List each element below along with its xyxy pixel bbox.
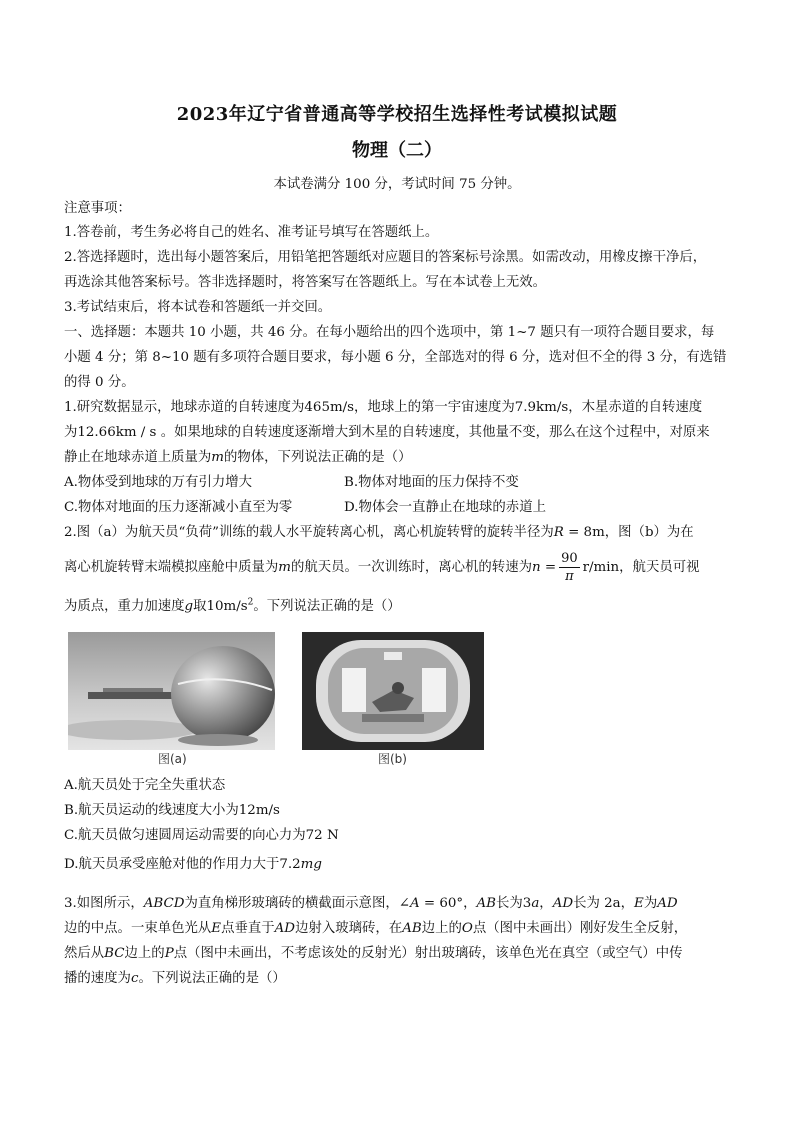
- rotation-speed-fraction: $\frac{90}{\pi}$: [561, 551, 578, 584]
- q2-stem: 为质点，重力加速度g取$10m/s^2$。下列说法正确的是（）: [64, 597, 401, 614]
- q2-option-c: C.航天员做匀速圆周运动需要的向心力为72 N: [64, 828, 339, 843]
- q2-stem: 离心机旋转臂末端模拟座舱中质量为m的航天员。一次训练时，离心机的转速为n = $\frac{90}{\pi}$ r/min，航天员可视: [64, 551, 700, 584]
- figure-b-cabin: [302, 632, 484, 766]
- figure-b-caption: 图(b): [378, 752, 407, 766]
- exam-info: 本试卷满分 100 分，考试时间 75 分钟。: [273, 177, 521, 192]
- cabin-photo: [302, 632, 484, 750]
- q3-stem: 然后从BC边上的P点（图中未画出，不考虑该处的反射光）射出玻璃砖，该单色光在真空（或空气）中传: [64, 946, 683, 961]
- note-item: 2.答选择题时，选出每小题答案后，用铅笔把答题纸对应题目的答案标号涂黑。如需改动，用橡皮擦干净后，: [64, 250, 707, 265]
- q1-stem: 静止在地球赤道上质量为m的物体，下列说法正确的是（）: [64, 450, 412, 465]
- q1-option-d: D.物体会一直静止在地球的赤道上: [344, 500, 546, 515]
- q1-option-b: B.物体对地面的压力保持不变: [344, 475, 519, 490]
- q1-stem: 为12.66km / s 。如果地球的自转速度逐渐增大到木星的自转速度，其他量不变，那么在这个过程中，对原来: [64, 425, 710, 440]
- q2-stem: 2.图（a）为航天员“负荷”训练的载人水平旋转离心机，离心机旋转臂的旋转半径为R = 8m，图（b）为在: [64, 525, 694, 540]
- q2-option-d: D.航天员承受座舱对他的作用力大于7.2mg: [64, 857, 322, 872]
- q3-stem: 3.如图所示，ABCD为直角梯形玻璃砖的横截面示意图，∠A = 60°，AB长为3a，AD长为 2a，E为AD: [64, 896, 678, 911]
- q1-option-a: A.物体受到地球的万有引力增大: [64, 475, 253, 490]
- figure-a-centrifuge: [68, 632, 275, 766]
- page-title: 2023年辽宁省普通高等学校招生选择性考试模拟试题: [176, 104, 618, 125]
- q3-stem: 边的中点。一束单色光从E点垂直于AD边射入玻璃砖，在AB边上的O点（图中未画出）刚好发生全反射，: [64, 921, 688, 936]
- centrifuge-photo: [68, 632, 275, 750]
- section-instructions: 一、选择题：本题共 10 小题，共 46 分。在每小题给出的四个选项中，第 1~7 题只有一项符合题目要求，每: [64, 325, 715, 340]
- note-item: 3.考试结束后，将本试卷和答题纸一并交回。: [64, 300, 332, 315]
- notes-heading: 注意事项：: [64, 201, 131, 216]
- note-item: 再选涂其他答案标号。答非选择题时，将答案写在答题纸上。写在本试卷上无效。: [64, 275, 547, 290]
- q1-option-c: C.物体对地面的压力逐渐减小直至为零: [64, 500, 293, 515]
- figure-a-caption: 图(a): [158, 752, 187, 766]
- q1-stem: 1.研究数据显示，地球赤道的自转速度为465m/s，地球上的第一宇宙速度为7.9km/s，木星赤道的自转速度: [64, 400, 703, 415]
- q3-stem: 播的速度为c。下列说法正确的是（）: [64, 971, 286, 986]
- note-item: 1.答卷前，考生务必将自己的姓名、准考证号填写在答题纸上。: [64, 225, 439, 240]
- q2-option-b: B.航天员运动的线速度大小为12m/s: [64, 803, 280, 818]
- section-instructions: 的得 0 分。: [64, 375, 135, 390]
- section-instructions: 小题 4 分；第 8~10 题有多项符合题目要求，每小题 6 分，全部选对的得 6 分，选对但不全的得 3 分，有选错: [64, 350, 727, 365]
- page-subtitle: 物理（二）: [352, 140, 442, 161]
- q2-option-a: A.航天员处于完全失重状态: [64, 778, 226, 793]
